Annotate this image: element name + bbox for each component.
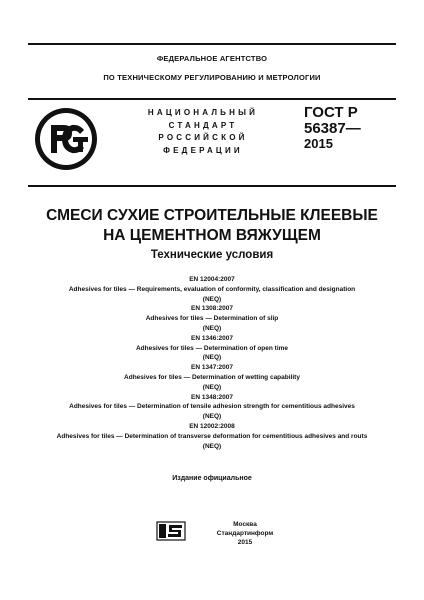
rst-logo-icon	[34, 107, 98, 171]
reference-title: Adhesives for tiles — Determination of open time	[135, 344, 289, 352]
reference-code: EN 1348:2007	[191, 393, 233, 401]
reference-item	[20, 393, 404, 422]
reference-list	[20, 275, 404, 451]
gost-code-line: ГОСТ Р	[304, 104, 358, 121]
publisher-year: 2015	[237, 539, 253, 546]
reference-title: Adhesives for tiles — Requirements, evaluation of conformity, classification and designation	[68, 285, 356, 293]
national-line: ФЕДЕРАЦИИ	[163, 145, 243, 155]
publisher-name: Стандартинформ	[216, 530, 274, 537]
middle-rule	[28, 98, 396, 100]
reference-code: EN 12002:2008	[189, 422, 235, 430]
reference-code: EN 12004:2007	[189, 276, 235, 283]
national-line: НАЦИОНАЛЬНЫЙ	[147, 108, 259, 117]
reference-equivalence: (NEQ)	[202, 442, 222, 450]
reference-equivalence: (NEQ)	[202, 324, 222, 332]
publisher-city: Москва	[233, 521, 257, 528]
gost-number-line: 56387—	[304, 119, 361, 137]
reference-equivalence: (NEQ)	[202, 413, 222, 421]
reference-equivalence: (NEQ)	[202, 295, 222, 303]
reference-code: EN 1346:2007	[191, 334, 233, 342]
reference-title: Adhesives for tiles — Determination of transverse deformation for cementitious adhesives and routs	[56, 432, 368, 440]
agency-subtitle: ПО ТЕХНИЧЕСКОМУ РЕГУЛИРОВАНИЮ И МЕТРОЛОГИИ	[103, 73, 321, 82]
reference-item	[20, 363, 404, 392]
gost-year: 2015	[304, 136, 333, 151]
document-title-line1: СМЕСИ СУХИЕ СТРОИТЕЛЬНЫЕ КЛЕЕВЫЕ	[46, 207, 378, 224]
national-line: СТАНДАРТ	[168, 120, 238, 130]
reference-title: Adhesives for tiles — Determination of slip	[145, 315, 279, 323]
national-standard-label	[128, 107, 278, 157]
agency-name: ФЕДЕРАЛЬНОЕ АГЕНТСТВО	[156, 54, 268, 63]
standartinform-logo-icon	[156, 521, 186, 541]
reference-equivalence: (NEQ)	[202, 383, 222, 391]
gost-designation	[304, 105, 394, 152]
publisher-block	[190, 520, 300, 547]
reference-item	[20, 334, 404, 363]
reference-item	[20, 422, 404, 451]
reference-title: Adhesives for tiles — Determination of tensile adhesion strength for cementitious adhesives	[69, 403, 355, 411]
reference-code: EN 1347:2007	[191, 364, 233, 372]
document-subtitle: Технические условия	[150, 249, 274, 261]
reference-code: EN 1308:2007	[191, 305, 233, 313]
reference-title: Adhesives for tiles — Determination of wetting capability	[124, 373, 300, 381]
bottom-rule	[28, 185, 396, 187]
top-rule	[28, 43, 396, 45]
reference-item	[20, 304, 404, 333]
national-line: РОССИЙСКОЙ	[158, 133, 248, 142]
document-title-line2: НА ЦЕМЕНТНОМ ВЯЖУЩЕМ	[103, 227, 321, 244]
reference-equivalence: (NEQ)	[202, 354, 222, 362]
official-edition-label: Издание официальное	[172, 475, 252, 482]
reference-item	[20, 275, 404, 304]
